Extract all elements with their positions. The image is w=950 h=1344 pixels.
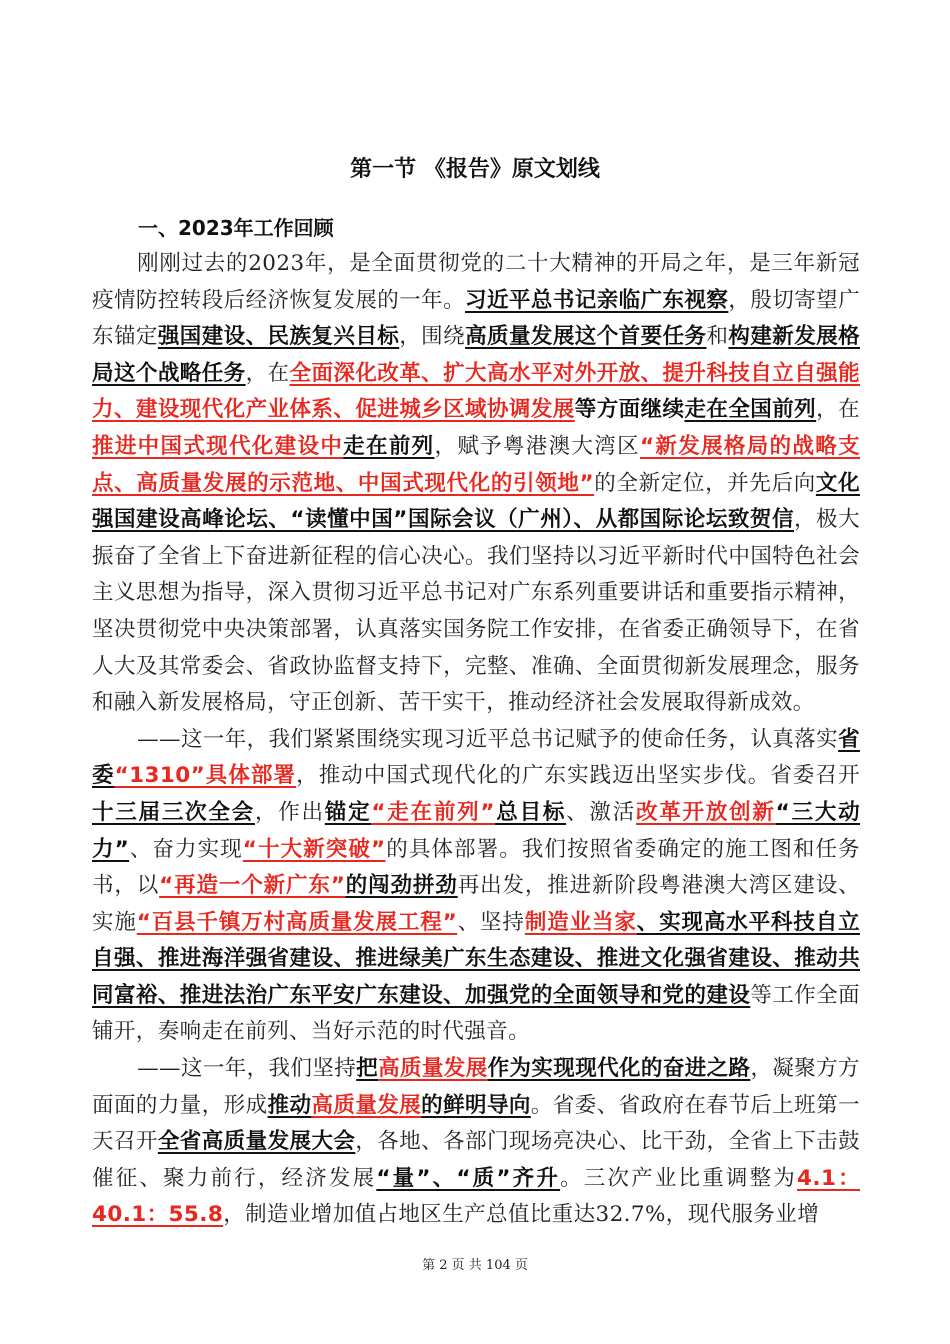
paragraph (92, 722, 860, 1051)
paragraph (92, 246, 860, 722)
text-run: 和 (706, 324, 729, 350)
text-run: ，制造业增加值占地区生产总值比重达32.7%，现代服务业增 (223, 1202, 820, 1228)
highlighted-text: 锚定 (324, 799, 372, 825)
highlighted-text: 、实现高水平科技自立自强、推进海洋强省建设、推进绿美广东生态建设、推进文化强省建设、推动共同富裕、推进法治广东平安广东建设、加强党的全面领导和党的建设 (92, 909, 860, 1008)
paragraph (92, 1051, 860, 1234)
highlighted-text: 的闯劲拼劲 (345, 873, 458, 899)
page-footer: 第 2 页 共 104 页 (422, 1258, 528, 1273)
highlighted-text: “走在前列” (371, 799, 495, 825)
section-title: 第一节 《报告》原文划线 (350, 157, 600, 182)
section-heading: 一、2023年工作回顾 (138, 216, 334, 240)
highlighted-text: 等方面继续 (574, 397, 685, 423)
text-run: 刚刚过去的2023年，是全面贯彻党的二十大精神的开局之年，是三年新冠疫情防控转段后经济恢复发展的一年。 (92, 251, 860, 313)
text-run: 等工作全面铺开，奏响走在前列、当好示范的时代强音。 (92, 982, 860, 1045)
text-run: ，殷切寄望广东锚定 (92, 287, 860, 350)
highlighted-text: 4.1：40.1：55.8 (92, 1165, 860, 1228)
text-run: 的全新定位，并先后向 (594, 470, 816, 496)
highlighted-text: “十大新突破” (242, 836, 386, 862)
highlighted-text: 高质量发展 (311, 1092, 422, 1118)
text-run: ，在 (245, 360, 290, 386)
text-run: ，赋予粤港澳大湾区 (434, 433, 640, 459)
highlighted-text: “三大动力” (92, 799, 861, 862)
text-run: ，极大振奋了全省上下奋进新征程的信心决心。我们坚持以习近平新时代中国特色社会主义思想为指导，深入贯彻习近平总书记对广东系列重要讲话和重要指示精神，坚决贯彻党中央决策部署，认真落实国务院工作安排，在省委正确领导下，在省人大及其常委会、省政协监督支持下，完整、准确、全面贯彻新发展理念，服务和融入新发展格局，守正创新、苦干实干，推动经济社会发展取得新成效。 (92, 507, 861, 716)
text-run: ——这一年，我们紧紧围绕实现习近平总书记赋予的使命任务，认真落实 (137, 726, 839, 752)
text-run: ，围绕 (399, 324, 466, 350)
highlighted-text: 推进中国式现代化建设中 (92, 433, 344, 459)
highlighted-text: 走在全国前列 (684, 397, 817, 423)
highlighted-text: 的鲜明导向 (421, 1092, 531, 1118)
highlighted-text: 强国建设、民族复兴目标 (157, 324, 400, 350)
highlighted-text: 习近平总书记亲临广东视察 (465, 287, 729, 313)
highlighted-text: 高质量发展 (378, 1056, 488, 1082)
highlighted-text: 省委 (92, 726, 860, 789)
text-run: 、坚持 (457, 909, 525, 935)
highlighted-text: “1310”具体部署 (114, 763, 297, 789)
highlighted-text: 制造业当家 (524, 909, 637, 935)
text-run: 再出发，推进新阶段粤港澳大湾区建设、实施 (92, 873, 861, 935)
text-run: ——这一年，我们坚持 (137, 1056, 357, 1082)
highlighted-text: 十三届三次全会 (92, 799, 255, 825)
highlighted-text: 全面深化改革、扩大高水平对外开放、提升科技自立自强能力、建设现代化产业体系、促进城乡区域协调发展 (92, 360, 860, 423)
text-run: ，作出 (254, 799, 325, 825)
text-run: 、激活 (566, 799, 636, 825)
highlighted-text: “再造一个新广东” (159, 873, 346, 899)
text-run: ，各地、各部门现场亮决心、比干劲，全省上下击鼓催征、聚力前行，经济发展 (92, 1129, 861, 1191)
highlighted-text: 作为实现现代化的奋进之路 (487, 1056, 751, 1082)
highlighted-text: “量”、“质”齐升 (376, 1165, 561, 1191)
text-run: 。三次产业比重调整为 (560, 1165, 798, 1191)
highlighted-text: 推动 (267, 1092, 312, 1118)
text-run: 。省委、省政府在春节后上班第一天召开 (92, 1092, 860, 1155)
highlighted-text: “百县千镇万村高质量发展工程” (136, 909, 458, 935)
highlighted-text: 走在前列 (343, 433, 435, 459)
highlighted-text: 改革开放创新 (635, 799, 776, 825)
highlighted-text: 全省高质量发展大会 (157, 1129, 356, 1155)
text-run: 、奋力实现 (129, 836, 243, 862)
highlighted-text: 高质量发展这个首要任务 (465, 324, 707, 350)
highlighted-text: “新发展格局的战略支点、高质量发展的示范地、中国式现代化的引领地” (92, 433, 860, 496)
text-run: 的具体部署。我们按照省委确定的施工图和任务书，以 (92, 836, 860, 899)
text-run: ，推动中国式现代化的广东实践迈出坚实步伐。省委召开 (296, 763, 860, 789)
report-body (92, 246, 860, 1234)
highlighted-text: 文化强国建设高峰论坛、“读懂中国”国际会议（广州）、从都国际论坛致贺信 (92, 470, 860, 533)
text-run: ，凝聚方方面面的力量，形成 (92, 1056, 860, 1118)
highlighted-text: 总目标 (494, 799, 567, 825)
text-run: ，在 (816, 397, 860, 423)
highlighted-text: 构建新发展格局这个战略任务 (92, 324, 861, 386)
highlighted-text: 把 (356, 1056, 379, 1082)
